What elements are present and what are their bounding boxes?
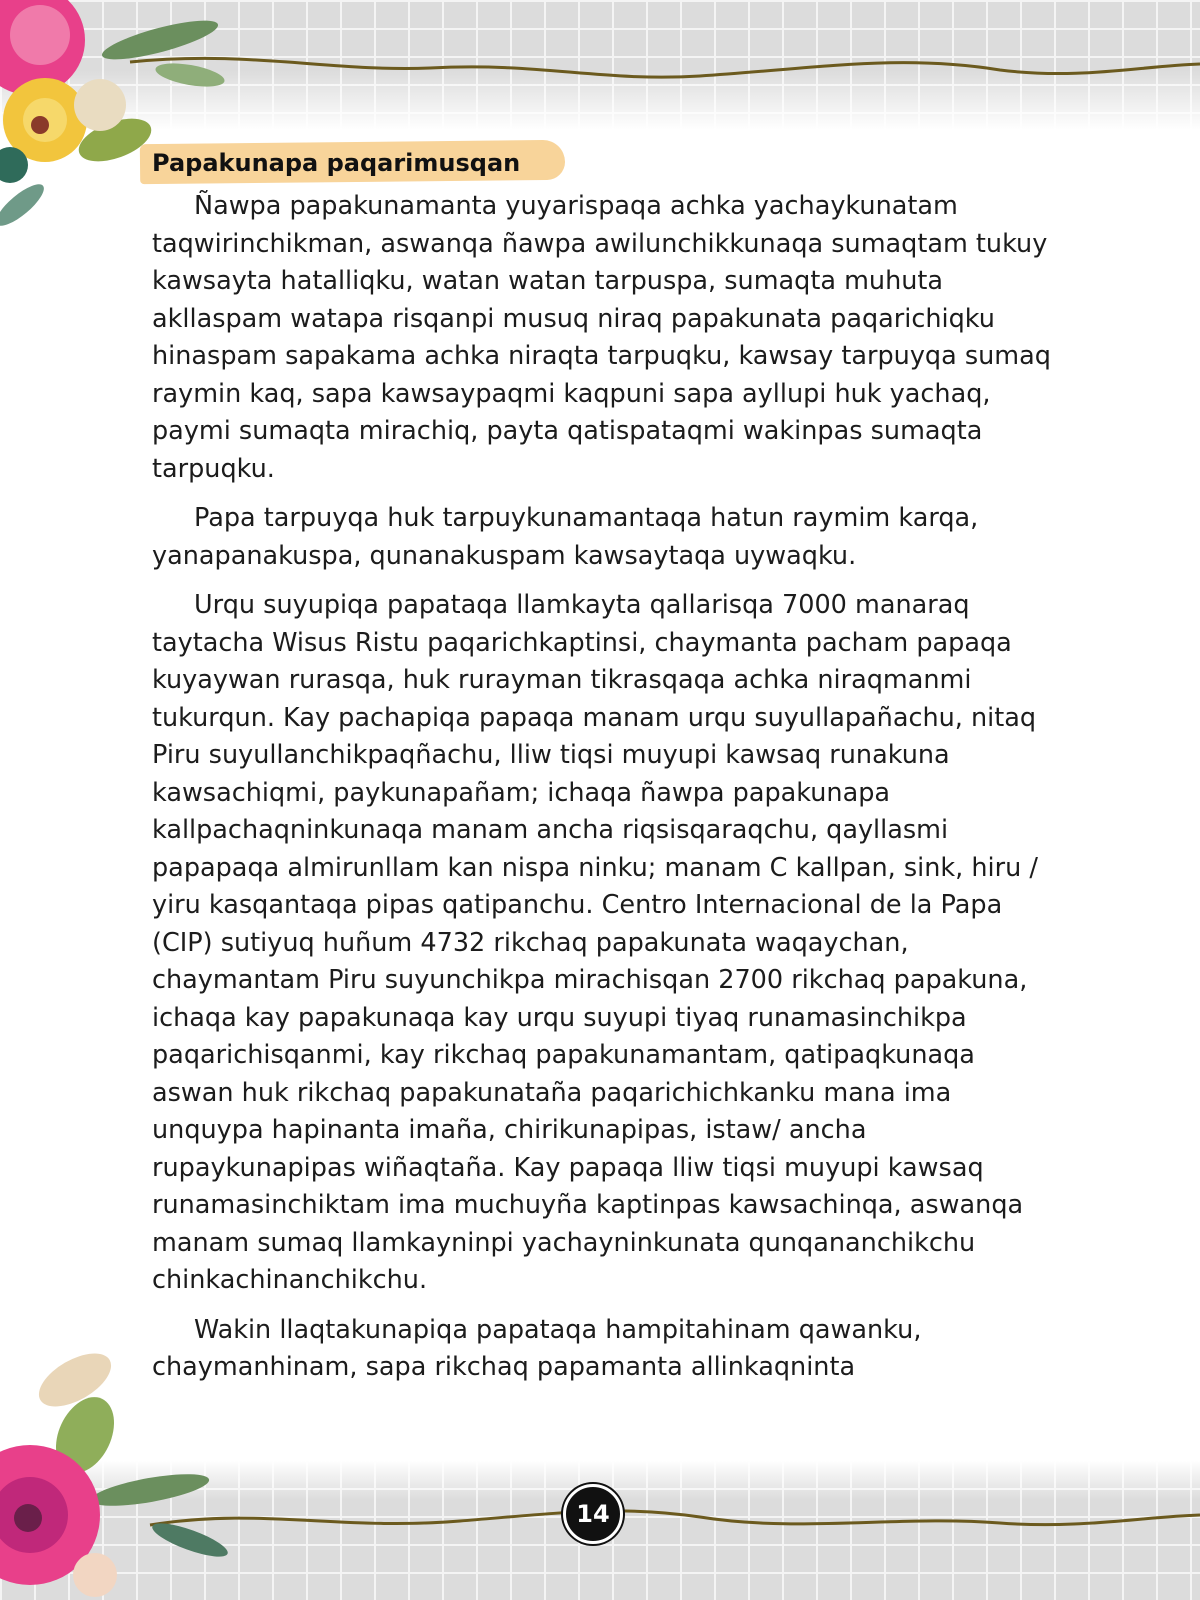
- paragraph-3: Urqu suyupiqa papataqa llamkayta qallarisqa 7000 manaraq taytacha Wisus Ristu paqarichkaptinsi, chaymanta pacham papaqa kuyaywan rurasqa, huk rurayman tikrasqaqa achka niraqmanmi tukurqun. Kay pachapiqa papaqa manam urqu suyullapañachu, nitaq Piru suyullanchikpaqñachu, lliw tiqsi muyupi kawsaq runakuna kawsachiqmi, paykunapañam; ichaqa ñawpa papakunapa kallpachaqninkunaqa manam ancha riqsisqaraqchu, qayllasmi papapaqa almirunllam kan nispa ninku; manam C kallpan, sink, hiru / yiru kasqantaqa pipas qatipanchu. Centro Internacional de la Papa (CIP) sutiyuq huñum 4732 rikchaq papakunata waqaychan, chaymantam Piru suyunchikpa mirachisqan 2700 rikchaq papakuna, ichaqa kay papakunaqa kay urqu suyupi tiyaq runamasinchikpa paqarichisqanmi, kay rikchaq papakunamantam, qatipaqkunaqa aswan huk rikchaq papakunataña paqarichichkanku mana ima unquypa hapinanta imaña, chirikunapipas, istaw/ ancha rupaykunapipas wiñaqtaña. Kay papaqa lliw tiqsi muyupi kawsaq runamasinchiktam ima muchuyña kaptinpas kawsachinqa, aswanqa manam sumaq llamkayninpi yachayninkunata qunqananchikchu chinkachinanchikchu.: [152, 590, 1038, 1295]
- flower-decoration-bottom-left: [0, 1340, 240, 1600]
- section-heading: Papakunapa paqarimusqan: [152, 149, 521, 177]
- paragraph-1: Ñawpa papakunamanta yuyarispaqa achka yachaykunatam taqwirinchikman, aswanqa ñawpa awilunchikkunaqa sumaqtam tukuy kawsayta hatalliqku, watan watan tarpuspa, sumaqta muhuta akllaspam watapa risqanpi musuq niraq papakunata paqarichiqku hinaspam sapakama achka niraqta tarpuqku, kawsay tarpuyqa sumaq raymin kaq, sapa kawsaypaqmi kaqpuni sapa ayllupi huk yachaq, paymi sumaqta mirachiq, payta qatispataqmi wakinpas sumaqta tarpuqku.: [152, 191, 1051, 484]
- paragraph-2: Papa tarpuyqa huk tarpuykunamantaqa hatun raymim karqa, yanapanakuspa, qunanakuspam kawsaytaqa uywaqku.: [152, 503, 979, 571]
- paragraph-4: Wakin llaqtakunapiqa papataqa hampitahinam qawanku, chaymanhinam, sapa rikchaq papamanta allinkaqninta: [152, 1314, 922, 1382]
- page-number-badge: 14: [563, 1484, 623, 1544]
- body-text: [152, 188, 1052, 1399]
